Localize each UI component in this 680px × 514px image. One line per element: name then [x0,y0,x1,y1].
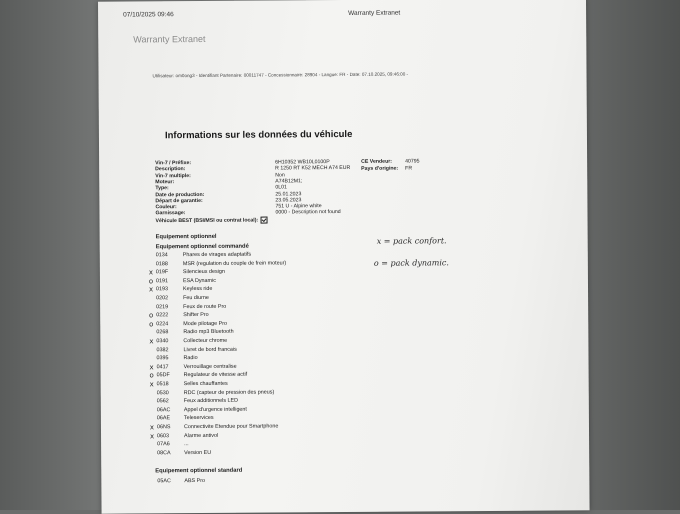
document-page [98,0,590,514]
option-description: MSR (regulation du couple de frein moteur) [183,260,286,267]
option-description: Silencieux design [183,269,225,275]
option-description: Alarme antivol [184,432,218,438]
print-header-title: Warranty Extranet [348,10,400,17]
country-value: FR [405,166,412,172]
seller-label: CE Vendeur: [361,159,392,165]
vehicle-field-value: 0000 - Description not found [275,209,340,215]
option-description: Radio [183,355,197,361]
ordered-options-header: Equipement optionnel commandé [156,244,249,251]
handwritten-x-mark: x [148,269,154,277]
handwritten-o-mark: o [149,372,155,380]
standard-options-header: Equipement optionnel standard [155,468,242,475]
vehicle-field-value: 6H10352 WB10L0100P [275,159,330,165]
standard-options-list [98,0,586,2]
option-code: 0188 [156,261,168,267]
vehicle-field-label: Vin-7 / Préfixe: [155,160,191,166]
option-code: 019F [156,269,168,275]
option-code: 06AE [157,416,170,422]
option-description: Version EU [184,450,211,456]
vehicle-field-label: Type: [155,185,168,191]
option-description: Keyless ride [183,286,212,292]
print-date: 07/10/2025 09:46 [123,11,174,18]
option-description: ESA Dynamic [183,278,216,284]
vehicle-field-value: 751 U - Alpine white [275,203,321,209]
option-description: RDC (capteur de pression des pneus) [184,389,275,396]
handwritten-o-mark: o [148,277,154,285]
option-description: ... [184,441,189,447]
option-description: Phares de virages adaptatifs [183,252,251,258]
country-label: Pays d'origine: [361,166,398,172]
option-code: 0219 [156,304,168,310]
option-description: Livret de bord francais [183,346,236,352]
option-code: 07A6 [157,441,170,447]
handwritten-x-mark: x [148,286,154,294]
option-description: Connectivite Etendue pour Smartphone [184,423,278,430]
option-description: Shifter Pro [183,312,209,318]
option-code: 0222 [156,312,168,318]
handwritten-o-mark: o [148,312,154,320]
option-description: Regulateur de vitesse actif [184,372,248,378]
vehicle-field-label: Vin-7 multiple: [155,173,191,179]
vehicle-field-label: Garnissage: [155,210,185,216]
vehicle-field-value: R 1250 RT K52 MECH A74 EUR [275,165,350,172]
vehicle-info-block [98,0,586,2]
vehicle-field-value: Non [275,172,285,178]
seller-value: 40795 [405,158,419,164]
option-code: 08CA [157,450,171,456]
option-description: Teleservices [184,415,214,421]
option-code: 06NS [157,424,171,430]
option-description: Radio mp3 Bluetooth [183,329,233,335]
option-description: Verrouillage centralise [184,364,237,370]
handwritten-x-mark: x [149,363,155,371]
option-code: 0193 [156,287,168,293]
vehicle-field-value: A74B12M1; [275,178,302,184]
option-code: 05DF [157,373,170,379]
option-description: Appel d'urgence intelligent [184,406,247,412]
option-description: Selles chauffantes [184,381,228,387]
option-code: 0530 [157,390,169,396]
option-description: Collecteur chrome [183,338,227,344]
option-code: 0191 [156,278,168,284]
vehicle-field-value: 25.01.2023 [275,191,301,197]
vehicle-field-label: Description: [155,166,185,172]
brand-title: Warranty Extranet [133,34,205,45]
option-description: Feux additionnels LED [184,398,238,404]
vehicle-field-value: 0L01 [275,185,287,191]
handwritten-note-confort: x = pack confort. [377,236,447,245]
option-description: Mode pilotage Pro [183,321,227,327]
option-code: 0134 [156,252,168,258]
option-code: 0340 [156,338,168,344]
option-code: 0417 [157,364,169,370]
option-code: 0224 [156,321,168,327]
vehicle-field-label: Départ de garantie: [155,198,202,204]
ordered-options-list [98,0,586,2]
handwritten-o-mark: o [148,320,154,328]
vehicle-field-label [156,216,268,224]
vehicle-field-label: Couleur: [155,204,176,210]
option-code: 0603 [157,433,169,439]
option-description: Feu diurne [183,295,209,301]
handwritten-x-mark: x [149,423,155,431]
handwritten-x-mark: x [149,380,155,388]
vehicle-field-label: Date de production: [155,191,204,197]
vehicle-field-value: 23.05.2023 [275,197,301,203]
option-code: 0202 [156,295,168,301]
option-code: 05AC [157,478,171,484]
user-info-line: Utilisateur: om0ong3 - Identifiant Partenaire: 00011747 - Concessionnaire: 28904 - Langue: FR - Date: 07.10.2025, 09:46:00 - [153,72,409,79]
option-code: 0562 [157,398,169,404]
option-description: ABS Pro [184,478,205,484]
handwritten-x-mark: x [149,432,155,440]
vehicle-field-label-text: Véhicule BEST (BSI/MSI ou contrat local): [156,217,259,224]
option-code: 0518 [157,381,169,387]
option-code: 0268 [156,330,168,336]
page-title: Informations sur les données du véhicule [165,129,352,141]
handwritten-x-mark: x [148,337,154,345]
best-vehicle-checkbox [260,216,267,223]
option-code: 0395 [156,355,168,361]
option-code: 06AC [157,407,171,413]
option-description: Feux de route Pro [183,303,226,309]
option-code: 0382 [156,347,168,353]
handwritten-note-dynamic: o = pack dynamic. [374,258,449,268]
vehicle-field-label: Moteur: [155,179,174,185]
options-header: Equipement optionnel [156,234,217,240]
